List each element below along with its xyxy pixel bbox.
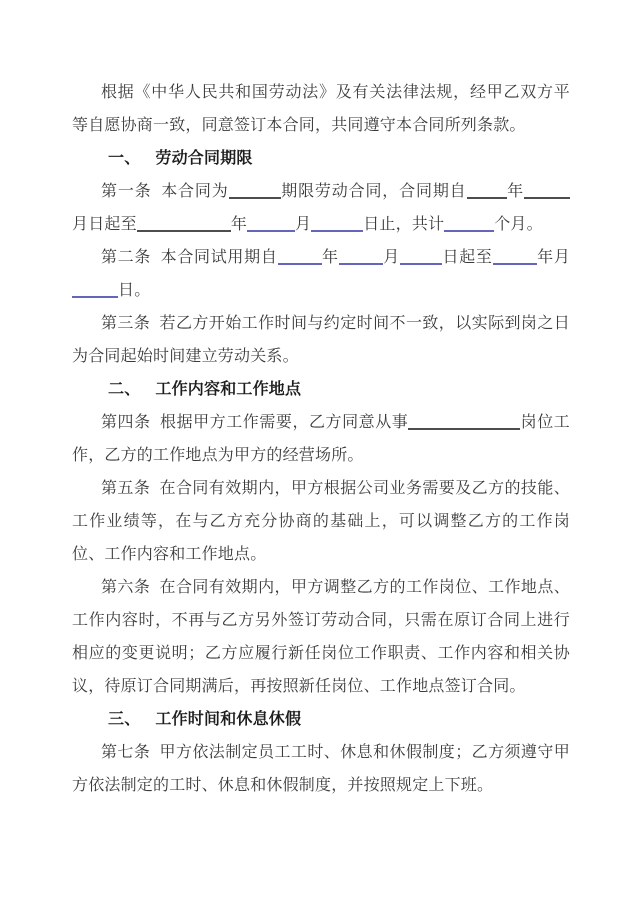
paragraph-text: 年月	[536, 249, 571, 266]
spacer	[140, 393, 155, 394]
fill-in-blank	[400, 250, 442, 265]
spacer	[150, 492, 159, 493]
clause-3	[72, 307, 570, 373]
heading-text: 三、	[108, 711, 141, 728]
paragraph-text: 第三条	[101, 315, 151, 332]
heading-text: 劳动合同期限	[155, 150, 253, 167]
fill-in-blank	[72, 283, 118, 298]
paragraph-text: 日止，共计	[363, 216, 445, 233]
paragraph-text: 年	[230, 216, 248, 233]
section-heading-2	[72, 373, 570, 406]
paragraph-text: 年	[321, 249, 339, 266]
paragraph-text: 月日起至	[72, 216, 137, 233]
paragraph-text: 日起至	[441, 249, 493, 266]
fill-in-blank	[247, 217, 295, 232]
heading-text: 二、	[108, 381, 141, 398]
spacer	[150, 327, 159, 328]
paragraph-text: 第七条	[101, 744, 151, 761]
spacer	[140, 723, 155, 724]
paragraph-text: 期限劳动合同，合同期自	[280, 183, 467, 200]
paragraph-text: 第一条	[101, 183, 152, 200]
fill-in-blank	[444, 217, 494, 232]
section-heading-1	[72, 142, 570, 175]
paragraph-text: 第四条	[101, 414, 151, 431]
paragraph-text: 甲方依法制定员工工时、休息和休假制度；乙方须遵守甲方依法制定的工时、休息和休假制度，并按照规定上下班。	[72, 744, 570, 794]
paragraph-text: 个月。	[494, 216, 543, 233]
document-body	[72, 76, 570, 802]
clause-2	[72, 241, 570, 307]
paragraph-text: 月	[295, 216, 312, 233]
paragraph-text: 根据《中华人民共和国劳动法》及有关法律法规，经甲乙双方平等自愿协商一致，同意签订本合同，共同遵守本合同所列条款。	[72, 84, 570, 134]
section-heading-3	[72, 703, 570, 736]
fill-in-blank	[311, 217, 363, 232]
heading-text: 一、	[108, 150, 141, 167]
fill-in-blank	[467, 184, 507, 199]
paragraph-text: 本合同为	[160, 183, 229, 200]
clause-6	[72, 571, 570, 703]
spacer	[140, 162, 155, 163]
clause-7	[72, 736, 570, 802]
clause-5	[72, 472, 570, 571]
fill-in-blank	[278, 250, 322, 265]
heading-text: 工作内容和工作地点	[155, 381, 302, 398]
fill-in-blank	[137, 217, 231, 232]
intro-paragraph	[72, 76, 570, 142]
spacer	[151, 261, 160, 262]
paragraph-text: 若乙方开始工作时间与约定时间不一致，以实际到岗之日为合同起始时间建立劳动关系。	[72, 315, 570, 365]
paragraph-text: 根据甲方工作需要，乙方同意从事	[159, 414, 409, 431]
paragraph-text: 第五条	[101, 480, 151, 497]
paragraph-text: 月	[382, 249, 400, 266]
fill-in-blank	[524, 184, 570, 199]
spacer	[151, 426, 160, 427]
fill-in-blank	[229, 184, 281, 199]
clause-4	[72, 406, 570, 472]
fill-in-blank	[493, 250, 537, 265]
paragraph-text: 第二条	[101, 249, 152, 266]
spacer	[150, 756, 159, 757]
paragraph-text: 在合同有效期内，甲方调整乙方的工作岗位、工作地点、工作内容时，不再与乙方另外签订劳动合同，只需在原订合同上进行相应的变更说明；乙方应履行新任岗位工作职责、工作内容和相关协议，待原订合同期满后，再按照新任岗位、工作地点签订合同。	[72, 579, 570, 695]
paragraph-text: 本合同试用期自	[160, 249, 278, 266]
heading-text: 工作时间和休息休假	[155, 711, 302, 728]
paragraph-text: 日。	[118, 282, 151, 299]
clause-1	[72, 175, 570, 241]
fill-in-blank	[339, 250, 383, 265]
fill-in-blank	[408, 415, 520, 430]
paragraph-text: 年	[506, 183, 525, 200]
spacer	[150, 591, 159, 592]
paragraph-text: 第六条	[101, 579, 151, 596]
paragraph-text: 岗位工作，乙方的工作地点为甲方的经营场所。	[72, 414, 570, 464]
paragraph-text: 在合同有效期内，甲方根据公司业务需要及乙方的技能、工作业绩等，在与乙方充分协商的基础上，可以调整乙方的工作岗位、工作内容和工作地点。	[72, 480, 570, 563]
spacer	[152, 195, 161, 196]
